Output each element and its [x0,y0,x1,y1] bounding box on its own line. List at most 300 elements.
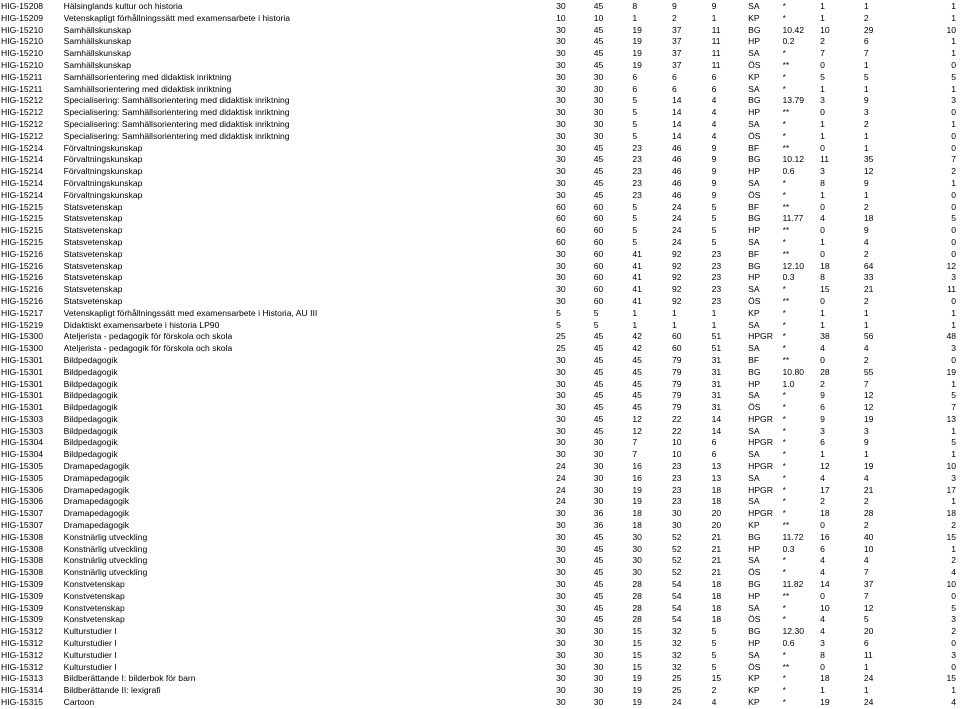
cell-col-e: 40 [863,531,874,542]
cell-col-c: 9 [711,177,717,188]
cell-col-c: 21 [711,567,722,578]
cell-col-e: 4 [863,472,869,483]
cell-total-credits: 45 [593,331,604,342]
cell-min-merit: * [782,413,786,424]
table-row [0,555,960,567]
cell-total-credits: 45 [593,189,604,200]
cell-course-code: HIG-15309 [1,579,44,590]
table-row [0,437,960,449]
cell-col-c: 6 [711,83,717,94]
cell-col-a: 45 [632,366,642,377]
table-row [0,461,960,473]
cell-credits: 30 [556,602,566,613]
cell-selection-group: KP [748,520,760,531]
cell-credits: 30 [556,579,566,590]
cell-col-c: 1 [711,307,717,318]
cell-col-e: 19 [863,461,874,472]
cell-course-name: Konstvetenskap [63,590,125,601]
cell-col-e: 1 [863,319,869,330]
cell-credits: 25 [556,343,566,354]
cell-col-b: 60 [671,331,682,342]
cell-min-merit: ** [782,354,790,365]
table-row [0,343,960,355]
cell-total-credits: 60 [593,236,604,247]
cell-selection-group: BG [748,95,761,106]
cell-course-name: Dramapedagogik [63,461,130,472]
cell-col-a: 5 [632,236,638,247]
cell-total-credits: 10 [593,12,604,23]
cell-col-e: 2 [863,496,869,507]
cell-selection-group: ÖS [748,567,761,578]
cell-total-credits: 30 [593,673,604,684]
cell-min-merit: 10.12 [782,154,805,165]
cell-col-b: 37 [671,48,682,59]
cell-col-b: 46 [671,166,682,177]
cell-col-d: 18 [820,508,830,519]
cell-credits: 30 [556,378,566,389]
cell-selection-group: BG [748,154,761,165]
table-row [0,1,960,13]
cell-col-f: 10 [946,579,956,590]
cell-col-e: 1 [863,449,869,460]
cell-col-b: 14 [671,107,682,118]
cell-col-e: 12 [863,166,874,177]
cell-total-credits: 45 [593,48,604,59]
cell-total-credits: 45 [593,154,604,165]
table-row [0,166,960,178]
cell-col-d: 1 [820,130,825,141]
cell-col-c: 9 [711,189,717,200]
cell-course-code: HIG-15212 [1,130,44,141]
cell-credits: 60 [556,236,566,247]
cell-selection-group: KP [748,697,760,708]
table-row [0,379,960,391]
cell-col-e: 11 [863,649,873,660]
cell-min-merit: 11.82 [782,579,804,590]
cell-col-e: 12 [863,402,874,413]
cell-col-a: 1 [632,307,638,318]
cell-col-c: 11 [711,36,721,47]
cell-course-name: Kulturstudier I [63,649,117,660]
cell-col-a: 7 [632,449,638,460]
cell-col-e: 21 [863,484,874,495]
cell-min-merit: * [782,437,786,448]
cell-min-merit: 12.10 [782,260,805,271]
cell-col-d: 0 [820,354,825,365]
cell-col-e: 2 [863,354,869,365]
cell-col-b: 23 [671,496,682,507]
cell-col-b: 24 [671,697,682,708]
cell-course-code: HIG-15305 [1,472,44,483]
cell-course-code: HIG-15301 [1,366,44,377]
cell-col-f: 1 [951,543,956,554]
cell-col-c: 5 [711,649,717,660]
cell-col-f: 2 [951,555,956,566]
cell-course-code: HIG-15216 [1,284,44,295]
cell-col-b: 6 [671,71,677,82]
cell-credits: 30 [556,189,566,200]
cell-selection-group: HP [748,590,761,601]
cell-total-credits: 30 [593,472,604,483]
cell-min-merit: * [782,484,786,495]
cell-col-d: 4 [820,213,825,224]
cell-course-name: Statsvetenskap [63,236,123,247]
cell-selection-group: ÖS [748,295,761,306]
table-row [0,485,960,497]
cell-col-c: 6 [711,437,717,448]
table-row [0,685,960,697]
cell-credits: 60 [556,213,566,224]
cell-col-c: 23 [711,284,722,295]
cell-col-b: 54 [671,614,682,625]
cell-col-a: 41 [632,260,642,271]
cell-course-name: Statsvetenskap [63,260,123,271]
cell-course-name: Konstvetenskap [63,579,125,590]
cell-col-e: 24 [863,697,874,708]
cell-credits: 30 [556,543,566,554]
cell-col-e: 7 [863,48,869,59]
cell-course-code: HIG-15312 [1,638,44,649]
cell-course-name: Förvaltningskunskap [63,177,143,188]
cell-col-d: 1 [820,12,825,23]
cell-total-credits: 36 [593,520,604,531]
table-row [0,284,960,296]
cell-col-c: 5 [711,661,717,672]
cell-col-b: 52 [671,543,682,554]
cell-col-b: 1 [671,319,677,330]
cell-course-code: HIG-15215 [1,213,44,224]
cell-col-d: 4 [820,567,825,578]
cell-col-d: 4 [820,626,825,637]
cell-total-credits: 30 [593,626,604,637]
cell-selection-group: SA [748,496,760,507]
cell-course-name: Konstvetenskap [63,614,125,625]
cell-course-code: HIG-15216 [1,248,44,259]
cell-col-b: 60 [671,343,682,354]
cell-col-e: 56 [863,331,874,342]
table-row [0,426,960,438]
cell-selection-group: HPGR [748,331,773,342]
cell-credits: 30 [556,626,566,637]
cell-course-code: HIG-15309 [1,602,44,613]
cell-selection-group: HP [748,36,761,47]
cell-course-code: HIG-15301 [1,354,44,365]
table-row [0,154,960,166]
cell-course-name: Förvaltningskunskap [63,154,143,165]
cell-col-c: 18 [711,484,722,495]
cell-col-f: 5 [951,71,956,82]
cell-course-name: Kulturstudier I [63,626,117,637]
cell-col-e: 6 [863,638,869,649]
cell-course-code: HIG-15216 [1,260,44,271]
cell-col-a: 23 [632,177,642,188]
cell-col-c: 18 [711,602,722,613]
cell-course-code: HIG-15216 [1,272,44,283]
cell-course-code: HIG-15210 [1,24,44,35]
cell-col-b: 54 [671,602,682,613]
table-row [0,673,960,685]
cell-col-e: 4 [863,343,869,354]
cell-col-a: 45 [632,378,642,389]
cell-col-e: 9 [863,437,869,448]
cell-credits: 30 [556,590,566,601]
cell-col-f: 18 [946,508,956,519]
cell-credits: 30 [556,166,566,177]
cell-min-merit: * [782,685,786,696]
cell-selection-group: HPGR [748,461,773,472]
cell-min-merit: * [782,602,786,613]
cell-min-merit: * [782,12,786,23]
cell-course-name: Samhällsorientering med didaktisk inriktning [63,71,232,82]
cell-credits: 30 [556,437,566,448]
cell-course-code: HIG-15309 [1,590,44,601]
cell-col-b: 92 [671,295,682,306]
cell-col-f: 10 [946,24,956,35]
cell-col-e: 10 [863,543,874,554]
cell-selection-group: BG [748,626,761,637]
cell-credits: 30 [556,295,566,306]
cell-col-d: 28 [820,366,830,377]
cell-selection-group: SA [748,319,760,330]
cell-total-credits: 45 [593,177,604,188]
cell-col-c: 1 [711,319,717,330]
cell-col-d: 0 [820,59,825,70]
cell-col-c: 23 [711,248,722,259]
cell-credits: 30 [556,638,566,649]
cell-course-name: Konstnärlig utveckling [63,555,148,566]
cell-col-f: 2 [951,626,956,637]
cell-selection-group: BF [748,201,760,212]
cell-col-c: 9 [711,142,717,153]
cell-col-c: 18 [711,496,722,507]
cell-col-c: 18 [711,590,722,601]
cell-col-d: 1 [820,307,825,318]
cell-selection-group: KP [748,673,760,684]
table-row [0,508,960,520]
cell-course-code: HIG-15306 [1,484,44,495]
cell-col-d: 1 [820,449,825,460]
cell-col-e: 1 [863,685,869,696]
cell-col-c: 11 [711,24,721,35]
cell-selection-group: SA [748,555,760,566]
cell-course-name: Konstvetenskap [63,602,125,613]
cell-selection-group: HP [748,166,761,177]
cell-total-credits: 45 [593,1,604,11]
cell-col-d: 1 [820,236,825,247]
cell-course-code: HIG-15312 [1,626,44,637]
table-row [0,213,960,225]
cell-col-d: 2 [820,36,825,47]
cell-course-code: HIG-15208 [1,1,44,11]
cell-credits: 30 [556,272,566,283]
cell-min-merit: * [782,118,786,129]
cell-total-credits: 45 [593,543,604,554]
cell-credits: 10 [556,12,566,23]
cell-course-name: Bildpedagogik [63,366,118,377]
cell-col-b: 92 [671,272,682,283]
cell-min-merit: * [782,449,786,460]
cell-credits: 30 [556,71,566,82]
cell-credits: 24 [556,484,566,495]
cell-col-a: 45 [632,390,642,401]
cell-col-b: 14 [671,130,682,141]
cell-col-d: 0 [820,107,825,118]
cell-col-a: 23 [632,142,642,153]
cell-col-d: 2 [820,496,825,507]
cell-credits: 30 [556,48,566,59]
cell-col-a: 12 [632,425,642,436]
cell-col-f: 7 [951,154,956,165]
cell-col-e: 1 [863,307,869,318]
cell-col-e: 7 [863,378,869,389]
cell-course-name: Bildpedagogik [63,390,118,401]
table-row [0,107,960,119]
cell-col-b: 54 [671,579,682,590]
cell-credits: 30 [556,118,566,129]
cell-course-code: HIG-15313 [1,673,44,684]
cell-col-d: 38 [820,331,830,342]
cell-min-merit: * [782,284,786,295]
cell-course-name: Dramapedagogik [63,496,130,507]
cell-col-d: 1 [820,685,825,696]
cell-col-c: 6 [711,71,717,82]
cell-total-credits: 60 [593,295,604,306]
cell-col-c: 20 [711,508,722,519]
cell-col-d: 1 [820,189,825,200]
cell-selection-group: HPGR [748,484,773,495]
cell-col-c: 5 [711,201,717,212]
cell-min-merit: ** [782,107,790,118]
cell-col-a: 19 [632,59,642,70]
cell-col-c: 14 [711,413,722,424]
cell-course-code: HIG-15307 [1,508,44,519]
cell-min-merit: * [782,508,786,519]
cell-min-merit: * [782,673,786,684]
cell-credits: 5 [556,319,561,330]
cell-col-d: 14 [820,579,830,590]
cell-credits: 30 [556,390,566,401]
cell-min-merit: 10.80 [782,366,805,377]
cell-col-b: 2 [671,12,677,23]
cell-col-e: 12 [863,602,874,613]
cell-col-a: 23 [632,166,642,177]
cell-col-f: 0 [951,107,956,118]
cell-total-credits: 60 [593,248,604,259]
cell-col-c: 20 [711,520,722,531]
cell-col-b: 23 [671,472,682,483]
cell-selection-group: BF [748,142,760,153]
cell-col-f: 1 [951,496,956,507]
cell-col-e: 1 [863,130,869,141]
cell-col-d: 0 [820,520,825,531]
table-body [0,1,960,709]
cell-course-code: HIG-15308 [1,531,44,542]
cell-min-merit: * [782,71,786,82]
cell-col-e: 9 [863,177,869,188]
cell-col-c: 51 [711,331,722,342]
cell-col-a: 8 [632,1,638,11]
cell-col-f: 2 [951,520,956,531]
cell-col-c: 31 [711,390,722,401]
cell-col-f: 1 [951,177,956,188]
table-row [0,95,960,107]
cell-col-f: 0 [951,248,956,259]
cell-selection-group: SA [748,236,760,247]
cell-course-name: Specialisering: Samhällsorientering med didaktisk inriktning [63,95,290,106]
cell-min-merit: * [782,649,786,660]
cell-col-e: 2 [863,295,869,306]
cell-col-d: 3 [820,166,825,177]
cell-credits: 30 [556,107,566,118]
cell-col-f: 3 [951,614,956,625]
cell-course-code: HIG-15214 [1,142,44,153]
cell-col-f: 5 [951,213,956,224]
cell-col-e: 5 [863,614,869,625]
cell-total-credits: 45 [593,36,604,47]
cell-col-b: 92 [671,284,682,295]
cell-credits: 30 [556,24,566,35]
cell-col-a: 19 [632,48,642,59]
cell-total-credits: 45 [593,590,604,601]
cell-credits: 25 [556,331,566,342]
cell-col-f: 1 [951,12,956,23]
cell-col-d: 6 [820,402,825,413]
cell-col-a: 23 [632,154,642,165]
cell-course-name: Statsvetenskap [63,295,123,306]
cell-course-code: HIG-15305 [1,461,44,472]
cell-col-b: 32 [671,649,682,660]
cell-col-b: 37 [671,59,682,70]
cell-col-c: 21 [711,531,722,542]
cell-col-f: 3 [951,649,956,660]
cell-col-a: 28 [632,590,642,601]
cell-col-d: 0 [820,225,825,236]
cell-total-credits: 60 [593,260,604,271]
cell-course-code: HIG-15306 [1,496,44,507]
cell-min-merit: * [782,307,786,318]
cell-course-name: Förvaltningskunskap [63,166,143,177]
table-row [0,355,960,367]
table-row [0,272,960,284]
cell-col-c: 18 [711,579,722,590]
cell-total-credits: 30 [593,685,604,696]
cell-total-credits: 45 [593,166,604,177]
table-row [0,567,960,579]
table-row [0,237,960,249]
cell-selection-group: ÖS [748,614,761,625]
cell-credits: 30 [556,520,566,531]
cell-total-credits: 5 [593,319,599,330]
cell-total-credits: 30 [593,461,604,472]
cell-col-b: 52 [671,567,682,578]
table-row [0,190,960,202]
table-row [0,308,960,320]
cell-total-credits: 60 [593,284,604,295]
cell-col-b: 79 [671,390,682,401]
cell-course-name: Statsvetenskap [63,284,123,295]
cell-col-f: 17 [946,484,956,495]
cell-col-f: 15 [946,673,956,684]
cell-min-merit: * [782,130,786,141]
cell-col-c: 2 [711,685,717,696]
cell-course-code: HIG-15309 [1,614,44,625]
table-row [0,650,960,662]
cell-selection-group: HPGR [748,413,773,424]
cell-col-b: 25 [671,685,682,696]
table-row [0,119,960,131]
cell-col-d: 0 [820,248,825,259]
cell-col-e: 1 [863,142,869,153]
